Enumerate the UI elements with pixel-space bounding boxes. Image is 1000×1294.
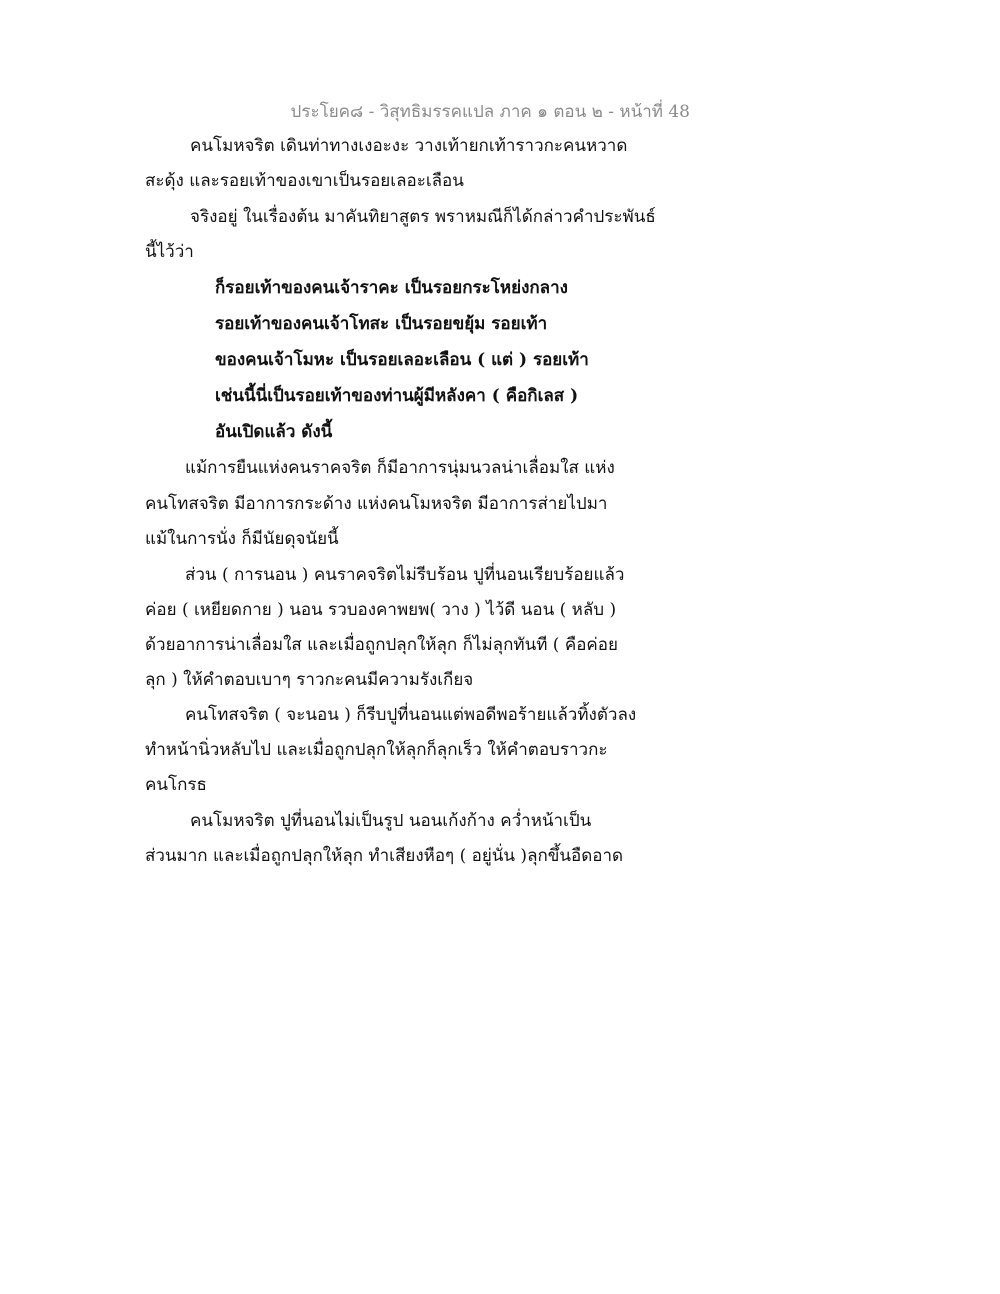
- text-line: ค่อย ( เหยียดกาย ) นอน รวบองคาพยพ( วาง ) ไว้ดี นอน ( หลับ ): [145, 600, 617, 620]
- text-line: ลุก ) ให้คำตอบเบาๆ ราวกะคนมีความรังเกียจ: [145, 670, 474, 690]
- text-line: ทำหน้านิ่วหลับไป และเมื่อถูกปลุกให้ลุกก็ลุกเร็ว ให้คำตอบราวกะ: [145, 740, 608, 760]
- text-line: สะดุ้ง และรอยเท้าของเขาเป็นรอยเลอะเลือน: [145, 171, 464, 191]
- verse-line: รอยเท้าของคนเจ้าโทสะ เป็นรอยขยุ้ม รอยเท้า: [215, 314, 548, 334]
- text-line: แม้ในการนั่ง ก็มีนัยดุจนัยนี้: [145, 529, 339, 549]
- text-line: ด้วยอาการน่าเลื่อมใส และเมื่อถูกปลุกให้ลุก ก็ไม่ลุกทันที ( คือค่อย: [145, 635, 618, 655]
- text-line: แม้การยืนแห่งคนราคจริต ก็มีอาการนุ่มนวลน่าเลื่อมใส แห่ง: [185, 458, 615, 478]
- text-line: ส่วน ( การนอน ) คนราคจริตไม่รีบร้อน ปูที่นอนเรียบร้อยแล้ว: [185, 565, 625, 585]
- text-line: คนโทสจริต มีอาการกระด้าง แห่งคนโมหจริต มีอาการส่ายไปมา: [145, 494, 608, 514]
- verse-line: อันเปิดแล้ว ดังนี้: [215, 422, 333, 442]
- verse-line: เช่นนี้นี่เป็นรอยเท้าของท่านผู้มีหลังคา ( คือกิเลส ): [215, 386, 579, 406]
- text-line: คนโกรธ: [145, 775, 207, 795]
- text-line: คนโมหจริต ปูที่นอนไม่เป็นรูป นอนเก้งก้าง คว่ำหน้าเป็น: [190, 811, 592, 831]
- verse-line: ของคนเจ้าโมหะ เป็นรอยเลอะเลือน ( แต่ ) รอยเท้า: [215, 350, 589, 370]
- text-line: คนโมหจริต เดินท่าทางเงอะงะ วางเท้ายกเท้าราวกะคนหวาด: [190, 136, 628, 156]
- text-line: ส่วนมาก และเมื่อถูกปลุกให้ลุก ทำเสียงหือๆ ( อยู่นั่น )ลุกขึ้นอืดอาด: [145, 846, 624, 866]
- page-header: ประโยค๘ - วิสุทธิมรรคแปล ภาค ๑ ตอน ๒ - หน้าที่ 48: [290, 102, 690, 122]
- text-line: นี้ไว้ว่า: [145, 242, 194, 262]
- text-line: จริงอยู่ ในเรื่องต้น มาคันทิยาสูตร พราหมณีก็ได้กล่าวคำประพันธ์: [190, 207, 656, 227]
- verse-line: ก็รอยเท้าของคนเจ้าราคะ เป็นรอยกระโหย่งกลาง: [215, 278, 568, 298]
- text-line: คนโทสจริต ( จะนอน ) ก็รีบปูที่นอนแต่พอดีพอร้ายแล้วทิ้งตัวลง: [185, 705, 637, 725]
